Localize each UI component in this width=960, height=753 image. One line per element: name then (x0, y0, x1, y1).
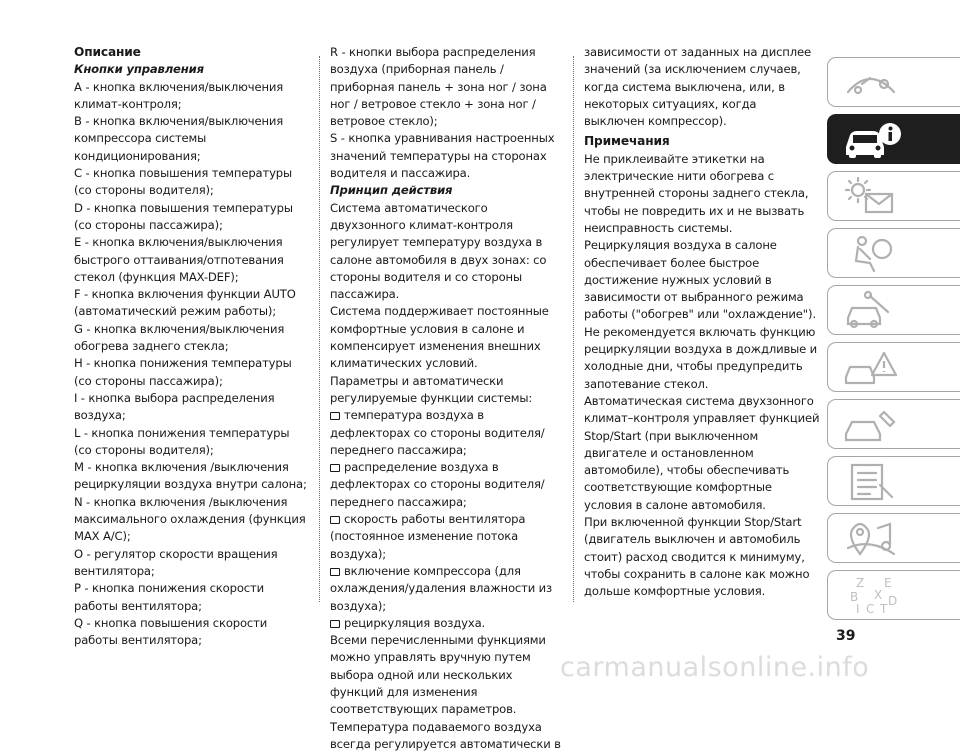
chapter-tab-emergency[interactable] (827, 342, 960, 392)
square-bullet-icon (330, 412, 340, 420)
svg-text:I: I (856, 602, 860, 616)
paragraph: Температура подаваемого воздуха всегда регулируется автоматически в (330, 719, 561, 751)
paragraph: B - кнопка включения/выключения компрессора системы кондиционирования; (74, 114, 284, 163)
paragraph: N - кнопка включения /выключения максимального охлаждения (функция MAX A/C); (74, 494, 306, 544)
svg-text:T: T (880, 602, 888, 616)
paragraph: F - кнопка включения функции AUTO (автоматический режим работы); (74, 287, 296, 319)
chapter-tab-maintenance[interactable] (827, 399, 960, 449)
paragraph: Рециркуляция воздуха в салоне обеспечивает более быстрое достижение нужных условий в зависимости от выбранного режима работы ("обогрев" или "охлаждение"). Не рекомендуется включать функцию рециркуляции воздуха в дождливые и холодные дни, чтобы предупредить запотевание стекол. (584, 238, 818, 391)
chapter-tab-starting-driving[interactable] (827, 285, 960, 335)
paragraph: I - кнопка выбора распределения воздуха; (74, 390, 275, 423)
subheading-operation-principle: Принцип действия (330, 183, 453, 198)
paragraph: H - кнопка понижения температуры (со стороны пассажира); (74, 356, 292, 388)
svg-text:C: C (866, 602, 875, 616)
bullet-item: распределение воздуха в дефлекторах со стороны водителя/переднего пассажира; (330, 460, 545, 509)
chapter-tab-car-info[interactable] (827, 114, 960, 164)
subheading-control-buttons: Кнопки управления (74, 62, 204, 77)
paragraph: Система автоматического двухзонного климат-контроля регулирует температуру воздуха в салоне автомобиля в двух зонах: со стороны водителя и со стороны пассажира. (330, 200, 547, 302)
car-info-icon (840, 119, 902, 161)
column-middle (330, 44, 566, 753)
section-heading-description: Описание (74, 45, 141, 59)
chapter-tab-dashboard[interactable] (827, 57, 960, 107)
bullet-item: рециркуляция воздуха. (330, 615, 566, 632)
column-divider (573, 56, 574, 602)
paragraph: M - кнопка включения /выключения рециркуляции воздуха внутри салона; (74, 460, 307, 492)
svg-text:D: D (888, 594, 898, 608)
paragraph: P - кнопка понижения скорости работы вентилятора; (74, 581, 264, 613)
square-bullet-icon (330, 516, 340, 524)
svg-text:B: B (850, 590, 859, 604)
watermark: carmanualsonline.info (560, 652, 870, 683)
paragraph: C - кнопка повышения температуры (со стороны водителя); (74, 166, 293, 198)
paragraph: Q - кнопка повышения скорости работы вентилятора; (74, 615, 268, 648)
section-heading-notes: Примечания (584, 134, 670, 149)
paragraph: Параметры и автоматически регулируемые функции системы: (330, 373, 533, 405)
paragraph: R - кнопки выбора распределения воздуха (приборная панель / приборная панель + зона ног / зона ног / ветровое стекло + зона ног / ветровое стекло); (330, 45, 547, 129)
paragraph: D - кнопка повышения температуры (со стороны пассажира); (74, 200, 293, 232)
toolbox-icon (840, 404, 902, 446)
location-music-icon (840, 518, 902, 560)
sun-envelope-icon (840, 176, 902, 218)
paragraph: O - регулятор скорости вращения вентилятора; (74, 546, 278, 578)
square-bullet-icon (330, 620, 340, 628)
page-number: 39 (836, 628, 856, 644)
car-dashboard-icon (840, 62, 902, 104)
chapter-tab-multimedia[interactable] (827, 513, 960, 563)
svg-text:X: X (874, 588, 883, 602)
alphabet-index-icon (840, 575, 902, 617)
paragraph: зависимости от заданных на дисплее значений (за исключением случаев, когда система выключена, или, в некоторых ситуациях, когда выключен компрессор). (584, 45, 811, 129)
paragraph: При включенной функции Stop/Start (двигатель выключен и автомобиль стоит) расход сводится к минимуму, чтобы сохранить в салоне как можно дольше комфортные условия. (584, 515, 810, 599)
paragraph: Автоматическая система двухзонного климат–контроля управляет функцией Stop/Start (при выключенном двигателе и остановленном автомобиле), чтобы обеспечивать соответствующие комфортные условия в салоне автомобиля. (584, 393, 820, 512)
warning-car-icon (840, 347, 902, 389)
column-right (584, 44, 820, 601)
checklist-icon (840, 461, 902, 503)
square-bullet-icon (330, 568, 340, 576)
column-left (74, 44, 310, 649)
paragraph: A - кнопка включения/выключения климат-контроля; (74, 79, 284, 111)
chapter-tab-lights-signals[interactable] (827, 171, 960, 221)
chapter-tab-index[interactable] (827, 570, 960, 620)
svg-text:E: E (884, 576, 892, 590)
square-bullet-icon (330, 464, 340, 472)
paragraph: S - кнопка уравнивания настроенных значений температуры на сторонах водителя и пассажира. (330, 131, 555, 181)
paragraph: G - кнопка включения/выключения обогрева заднего стекла; (74, 321, 285, 354)
column-divider (319, 56, 320, 602)
bullet-item: скорость работы вентилятора (постоянное изменение потока воздуха); (330, 512, 526, 561)
paragraph: L - кнопка понижения температуры (со стороны водителя); (74, 425, 290, 457)
svg-text:Z: Z (856, 576, 865, 590)
bullet-item: включение компрессора (для охлаждения/удаления влажности из воздуха); (330, 563, 553, 613)
bullet-item: температура воздуха в дефлекторах со стороны водителя/переднего пассажира; (330, 408, 545, 457)
paragraph: Не приклеивайте этикетки на электрические нити обогрева с внутренней стороны заднего стекла, чтобы не повредить их и не вызвать неисправность системы. (584, 151, 809, 235)
airbag-seat-icon (840, 233, 902, 275)
chapter-tab-technical-data[interactable] (827, 456, 960, 506)
paragraph: Система поддерживает постоянные комфортные условия в салоне и компенсирует изменения внешних климатических условий. (330, 304, 549, 371)
paragraph: E - кнопка включения/выключения быстрого оттаивания/отпотевания стекол (функция MAX-DEF); (74, 235, 284, 284)
paragraph: Всеми перечисленными функциями можно управлять вручную путем выбора одной или нескольких функций для изменения соответствующих параметров. (330, 633, 546, 717)
chapter-tab-safety[interactable] (827, 228, 960, 278)
wrench-car-icon (840, 290, 902, 332)
